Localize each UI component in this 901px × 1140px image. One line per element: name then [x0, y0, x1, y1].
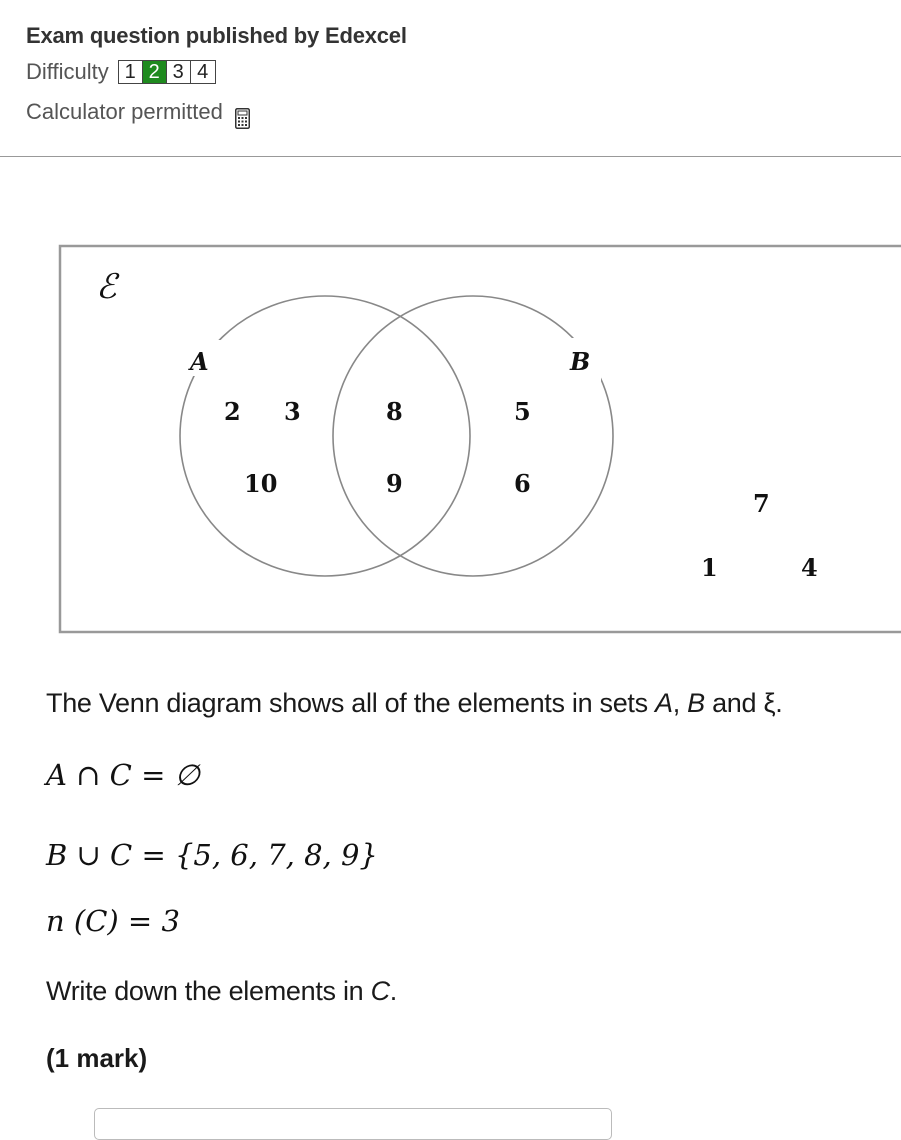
venn-diagram — [58, 244, 901, 641]
intro-text: The Venn diagram shows all of the elements in sets — [46, 688, 656, 718]
question-header — [26, 20, 407, 132]
difficulty-level-4: 4 — [197, 61, 209, 83]
answer-input[interactable] — [94, 1108, 612, 1140]
instruction-text: Write down the elements in — [46, 976, 371, 1006]
calculator-row — [26, 92, 407, 132]
header-divider — [0, 156, 901, 157]
element-outside-4: 4 — [801, 553, 818, 582]
element-b-only-5: 5 — [514, 397, 531, 426]
calculator-icon — [235, 102, 250, 123]
intro-set-a: A — [655, 688, 673, 718]
difficulty-level-2: 2 — [143, 61, 167, 83]
intro-sep: , — [672, 688, 688, 718]
element-a-and-b-9: 9 — [386, 469, 403, 498]
difficulty-row — [26, 52, 407, 92]
element-outside-7: 7 — [753, 489, 770, 518]
element-a-only-3: 3 — [284, 397, 301, 426]
intro-and: and — [704, 688, 764, 718]
publisher-line: Exam question published by Edexcel — [26, 23, 407, 48]
instruction-period: . — [389, 976, 397, 1006]
difficulty-level-3: 3 — [167, 61, 191, 83]
marks-label: (1 mark) — [46, 1043, 148, 1073]
universal-set-symbol: ℰ — [96, 267, 117, 307]
element-outside-1: 1 — [701, 553, 718, 582]
difficulty-scale — [118, 60, 216, 84]
element-a-and-b-8: 8 — [386, 397, 403, 426]
equation-a-intersect-c: A ∩ C = ∅ — [46, 758, 200, 792]
venn-svg — [58, 244, 901, 636]
equation-n-of-c: n (C) = 3 — [46, 904, 180, 938]
question-instruction — [46, 971, 397, 1011]
question-intro — [46, 683, 896, 723]
equation-b-union-c: B ∪ C = {5, 6, 7, 8, 9} — [46, 838, 378, 872]
set-a-circle — [180, 296, 470, 576]
set-a-label: A — [190, 347, 209, 376]
set-b-label: B — [570, 347, 591, 376]
intro-xi: ξ — [763, 688, 776, 718]
intro-period: . — [775, 688, 783, 718]
element-a-only-2: 2 — [224, 397, 241, 426]
element-a-only-10: 10 — [244, 469, 278, 498]
instruction-set-c: C — [370, 976, 390, 1006]
calculator-label: Calculator permitted — [26, 99, 223, 124]
difficulty-level-1: 1 — [119, 61, 143, 83]
difficulty-label: Difficulty — [26, 59, 109, 84]
element-b-only-6: 6 — [514, 469, 531, 498]
question-body — [46, 683, 896, 1073]
intro-set-b: B — [687, 688, 705, 718]
universal-set-box — [60, 246, 901, 632]
